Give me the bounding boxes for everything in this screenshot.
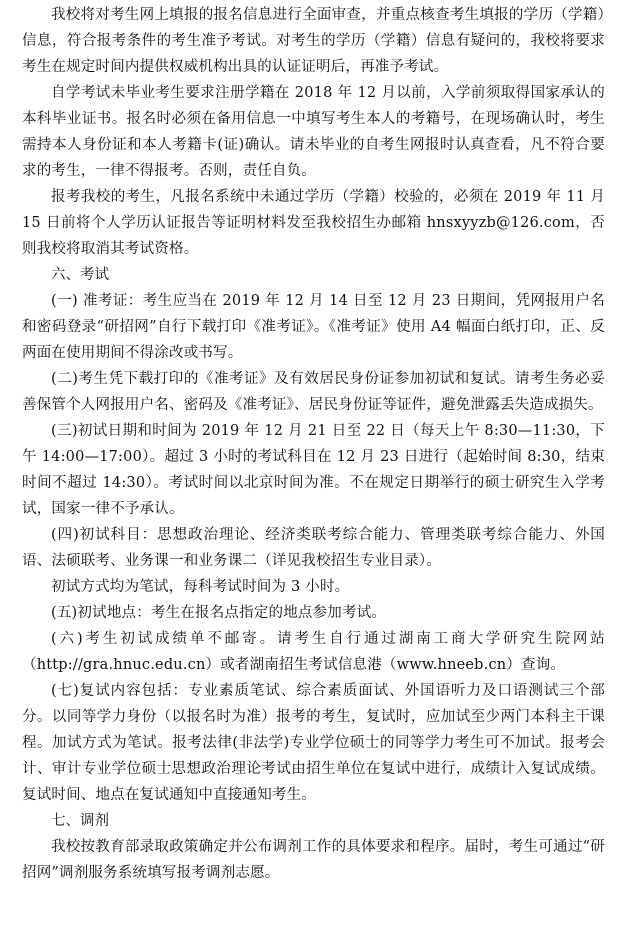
section-heading-exam: 六、考试: [51, 267, 109, 283]
para-admission-ticket: (一) 准考证：考生应当在 2019 年 12 月 14 日至 12 月 23 日期间，凭网报用户名和密码登录“研招网”自行下载打印《准考证》。《准考证》使用 A4 幅面白纸打印，正、反两面在使用期间不得涂改或书写。: [22, 293, 605, 361]
para-qualification-review: 我校将对考生网上填报的报名信息进行全面审查，并重点核查考生填报的学历（学籍）信息，符合报考条件的考生准予考试。对考生的学历（学籍）信息有疑问的，我校将要求考生在规定时间内提供权威机构出具的认证证明后，再准予考试。: [22, 7, 605, 75]
para-exam-subjects: (四)初试科目：思想政治理论、经济类联考综合能力、管理类联考综合能力、外国语、法硕联考、业务课一和业务课二（详见我校招生专业目录）。: [22, 527, 605, 569]
para-retest-content: (七)复试内容包括：专业素质笔试、综合素质面试、外国语听力及口语测试三个部分。以同等学力身份（以报名时为准）报考的考生，复试时，应加试至少两门本科主干课程。加试方式为笔试。报考法律(非法学)专业学位硕士的同等学力考生可不加试。报考会计、审计专业学位硕士思想政治理论考试由招生单位在复试中进行，成绩计入复试成绩。复试时间、地点在复试通知中直接通知考生。: [22, 683, 605, 803]
para-exam-schedule: (三)初试日期和时间为 2019 年 12 月 21 日至 22 日（每天上午 8:30—11:30，下午 14:00—17:00）。超过 3 小时的考试科目在 12 月 23 日进行（起始时间 8:30，结束时间不超过 14:30）。考试时间以北京时间为准。不在规定日期举行的硕士研究生入学考试，国家一律不予承认。: [22, 423, 605, 517]
para-self-study-exam: 自学考试未毕业考生要求注册学籍在 2018 年 12 月以前，入学前须取得国家承认的本科毕业证书。报名时必须在备用信息一中填写考生本人的考籍号，在现场确认时，考生需持本人身份证和本人考籍卡(证)确认。请未毕业的自考生网报时认真查看，凡不符合要求的考生，一律不得报考。否则，责任自负。: [22, 85, 605, 179]
para-exam-results: (六)考生初试成绩单不邮寄。请考生自行通过湖南工商大学研究生院网站（http://gra.hnuc.edu.cn）或者湖南招生考试信息港（www.hneeb.cn）查询。: [22, 631, 605, 673]
section-heading-adjustment: 七、调剂: [51, 813, 109, 829]
para-adjustment: 我校按教育部录取政策确定并公布调剂工作的具体要求和程序。届时，考生可通过“研招网”调剂服务系统填写报考调剂志愿。: [22, 839, 605, 881]
para-exam-documents: (二)考生凭下载打印的《准考证》及有效居民身份证参加初试和复试。请考生务必妥善保管个人网报用户名、密码及《准考证》、居民身份证等证件，避免泄露丢失造成损失。: [22, 371, 605, 413]
para-verification-failed: 报考我校的考生，凡报名系统中未通过学历（学籍）校验的，必须在 2019 年 11 月 15 日前将个人学历认证报告等证明材料发至我校招生办邮箱 hnsxyyzb@126.com，否则我校将取消其考试资格。: [22, 189, 605, 257]
para-exam-location: (五)初试地点：考生在报名点指定的地点参加考试。: [51, 605, 387, 621]
para-exam-format: 初试方式均为笔试，每科考试时间为 3 小时。: [51, 579, 350, 595]
